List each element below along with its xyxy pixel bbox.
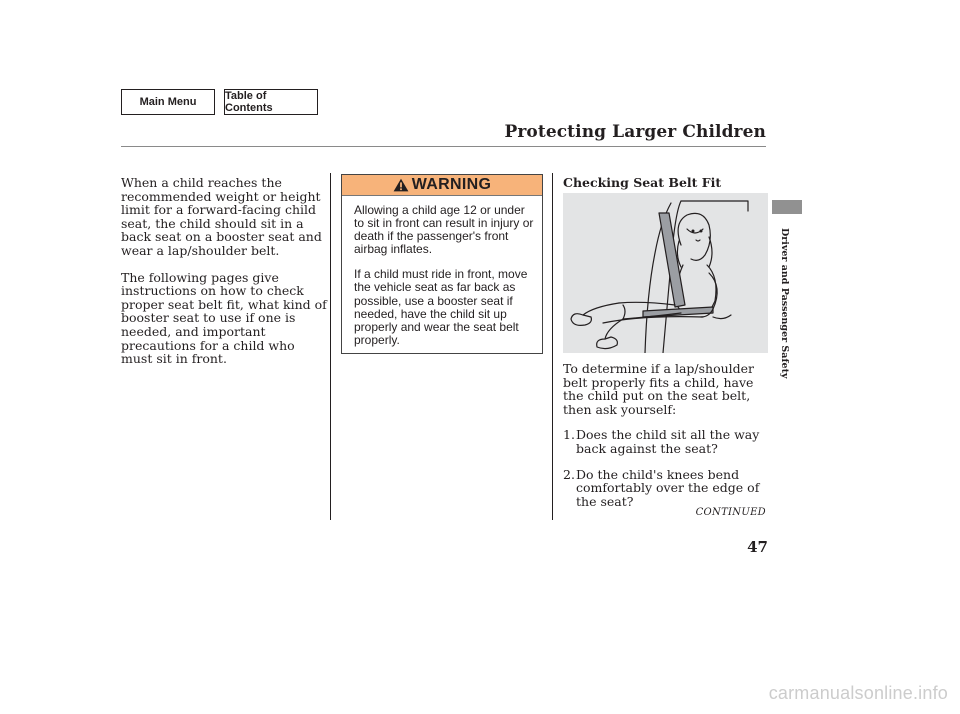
column-divider — [330, 173, 331, 520]
child-seat-belt-illustration — [563, 193, 768, 353]
section-label: Driver and Passenger Safety — [779, 228, 790, 379]
checklist — [563, 428, 768, 508]
section-heading: Checking Seat Belt Fit — [563, 175, 722, 190]
warning-triangle-icon — [393, 178, 409, 192]
seat-belt-fit-text — [563, 362, 768, 520]
warning-body — [342, 196, 542, 347]
checklist-text: Does the child sit all the way back against the seat? — [576, 427, 760, 456]
page-title: Protecting Larger Children — [504, 122, 766, 142]
checklist-number: 1. — [563, 427, 575, 443]
page-number: 47 — [747, 538, 768, 556]
section-tab — [772, 200, 802, 214]
intro-paragraph: When a child reaches the recommended weight or height limit for a forward-facing child seat, the child should sit in a back seat on a booster seat and wear a lap/shoulder belt. — [121, 175, 322, 258]
checklist-number: 2. — [563, 466, 575, 482]
warning-banner — [342, 175, 542, 196]
main-menu-button[interactable]: Main Menu — [121, 89, 215, 115]
checklist-item — [563, 428, 768, 455]
intro-paragraph: The following pages give instructions on how to check proper seat belt fit, what kind of booster seat to use if one is needed, and important precautions for a child who must sit in front. — [121, 269, 327, 367]
watermark: carmanualsonline.info — [768, 683, 948, 703]
seat-belt-fit-intro: To determine if a lap/shoulder belt properly fits a child, have the child put on the seat belt, then ask yourself: — [563, 361, 755, 417]
checklist-item — [563, 468, 768, 509]
intro-column — [121, 176, 328, 379]
checklist-text: Do the child's knees bend comfortably over the edge of the seat? — [576, 466, 760, 509]
warning-box — [341, 174, 543, 354]
warning-paragraph: If a child must ride in front, move the vehicle seat as far back as possible, use a booster seat if needed, have the child sit up properly and wear the seat belt properly. — [354, 267, 528, 347]
column-divider — [552, 173, 553, 520]
header-divider — [121, 146, 766, 147]
continued-label: CONTINUED — [695, 507, 766, 518]
warning-paragraph: Allowing a child age 12 or under to sit in front can result in injury or death if the passenger's front airbag inflates. — [354, 203, 534, 257]
table-of-contents-button[interactable]: Table of Contents — [224, 89, 318, 115]
warning-label: WARNING — [411, 176, 492, 193]
